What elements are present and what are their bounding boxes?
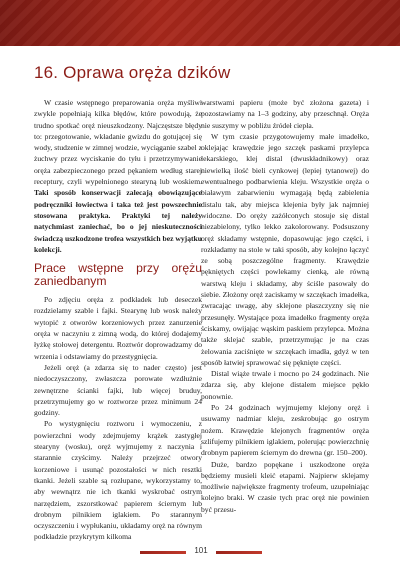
- header-band: [0, 0, 400, 46]
- footer-bar-left: [140, 551, 186, 554]
- paragraph-prep-2: Jeżeli oręż (a zdarza się to nader często) jest niedoczyszczony, zwłaszcza porowate wzdłużnie zewnętrzne ścianki fajki, lub więcej bruduy, przetrzymujemy go w roztworze przez minimum 24 godziny.: [34, 362, 202, 418]
- right-column: [201, 97, 369, 515]
- paragraph-gluing: W tym czasie przygotowujemy małe imadełko, oklejając krawędzie jego szczęk paskami przylepca lekarskiego, klej distal (dwuskładnikowy) oraz niewielką ilość bieli cynkowej (lepiej tytanowej) do ewentualnego podbarwienia kleju. Wszystkie oręża o białawym zabarwieniu wymagają będą zabielenia distalu tak, aby miejsca klejenia były jak najmniej widoczne. Do oręży zażółconych stosuje się distal niezabielony, tylko lekko zakolorowany. Podsuszony oręż składamy wstępnie, dopasowując jego części, i rozkładamy na stole w taki sposób, aby kolejno łączyć ze sobą poszczególne fragmenty. Krawędzie pękniętych części powlekamy cienką, ale równą warstwą kleju i składamy, aby ściśle pasowały do siebie. Złożony oręż zaciskamy w szczękach imadełka, zwracając uwagę, aby sklejone płaszczyzny się nie przesunęły. Wystające poza imadełko fragmenty oręża ściskamy, owijając wąskim paskiem przylepca. Można także sklejać szable, przetrzymując je na czas żelowania zaciśnięte w szczękach imadła, gdyż w ten sposób łatwiej sprawować się pęknięte części.: [201, 131, 369, 367]
- paragraph-distal: Distal wiąże trwale i mocno po 24 godzinach. Nie zdarza się, aby klejone distalem miejsce pękło ponownie.: [201, 369, 369, 401]
- paragraph-large-trophies: Duże, bardzo popękane i uszkodzone oręża będziemy musieli kleić etapami. Najpierw sklejamy możliwie największe fragmenty trofeum, uzupełniając kolejno braki. W czasie tych prac oręż nie powinien być przesu-: [201, 459, 369, 514]
- paragraph-prep-3: Po wystygnięciu roztworu i wymoczeniu, z powierzchni wody zdejmujemy krążek zastygłej stearyny (wosku), oręż wyjmujemy z naczynia i starannie czyścimy. Należy przejrzeć otwory korzeniowe i usunąć pozostałości w nich resztki tkanki. Jeżeli szable są rozłupane, wykorzystamy to, aby wewnątrz nie ich tkanki wyskrobać ostrym narzędziem, zszorstkować papierem ściernym lub drobnym pilnikiem iglakiem. Po starannym oczyszczeniu i wypłukaniu, układamy oręż na równym podkładzie przykrytym kilkoma: [34, 419, 202, 542]
- paragraph-intro-bold: Taki sposób konserwacji zalecają obowiązujące podręczniki łowiectwa i taka też jest powszechnie stosowana praktyka. Praktyki tej należy natychmiast zaniechać, bo o jej nieskuteczności świadczą uszkodzone trofea wszystkich bez wyjątku kolekcji.: [34, 188, 202, 254]
- paragraph-intro: [34, 97, 202, 255]
- paragraph-prep-1: Po zdjęciu oręża z podkładek lub deseczek rozdzielamy szable i fajki. Stearynę lub wosk należy wytopić z otworów korzeniowych przez zanurzenie oręża w naczyniu z zimną wodą, do której dodajemy łyżkę stołowej detergentu. Roztwór doprowadzamy do wrzenia i odstawiamy do przestygnięcia.: [34, 295, 202, 361]
- paragraph-finishing: Po 24 godzinach wyjmujemy klejony oręż i usuwamy nadmiar kleju, zeskrobując go ostrym nożem. Krawędzie klejonych fragmentów oręża szlifujemy pilnikiem iglakiem, polerując powierzchnię drobnym papierem ściernym do drewna (gr. 150–200).: [201, 403, 369, 458]
- left-column: [34, 97, 202, 543]
- paragraph-continued: warstwami papieru (może być złożona gazeta) i pozostawiamy na 1–3 godziny, aby przeschnął. Oręża nie suszymy w pobliżu źródeł ciepła.: [201, 98, 369, 130]
- section-title: Prace wstępne przy orężu zaniedbanym: [34, 261, 202, 289]
- footer-bar-right: [216, 551, 262, 554]
- paragraph-intro-text: W czasie wstępnego preparowania oręża myśliwi zwykle popełniają kilka błędów, które powodują, że trudno spotkać oręż nieuszkodzony. Najczęstsze błędy to: przegotowanie, wkładanie gwizdu do gotującej się wody, studzenie w zimnej wodzie, wyciąganie szabel z żuchwy przez wyciskanie do tyłu i przetrzymywanie oręża zabezpieczonego przed pękaniem według starej receptury, czyli wypełnionego stearyną lub woskiem.: [34, 98, 202, 187]
- page-number: 101: [194, 546, 208, 555]
- chapter-title: 16. Oprawa oręża dzików: [34, 63, 231, 82]
